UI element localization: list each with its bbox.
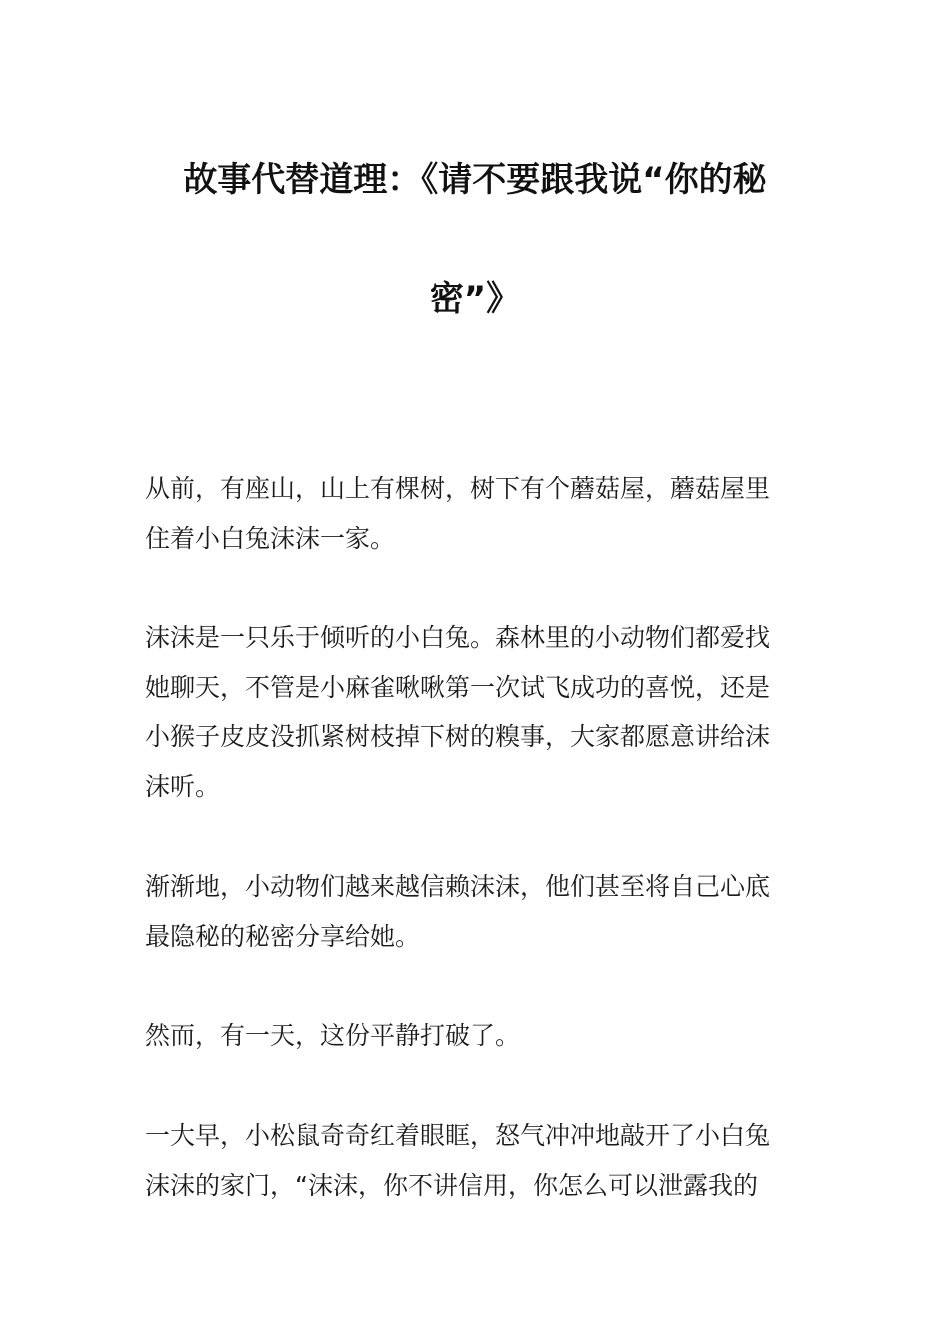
paragraph-line: 从前，有座山，山上有棵树，树下有个蘑菇屋，蘑菇屋里 xyxy=(145,474,771,503)
paragraph-2 xyxy=(145,613,810,811)
paragraph-line: 渐渐地，小动物们越来越信赖沫沫，他们甚至将自己心底 xyxy=(145,872,771,901)
document-title-line-1: 故事代替道理：《请不要跟我说“你的秘 xyxy=(183,160,767,200)
paragraph-line: 然而，有一天，这份平静打破了。 xyxy=(145,1021,521,1050)
document-title-line-2: 密”》 xyxy=(429,279,521,319)
paragraph-line: 她聊天，不管是小麻雀啾啾第一次试飞成功的喜悦，还是 xyxy=(145,672,771,702)
paragraph-1 xyxy=(145,464,810,563)
paragraph-line: 沫听。 xyxy=(145,771,221,801)
paragraph-line: 住着小白兔沫沫一家。 xyxy=(145,523,396,553)
paragraph-line: 沫沫是一只乐于倾听的小白兔。森林里的小动物们都爱找 xyxy=(145,623,771,652)
paragraph-4 xyxy=(145,1011,810,1061)
paragraph-line: 一大早，小松鼠奇奇红着眼眶，怒气冲冲地敲开了小白兔 xyxy=(145,1121,771,1150)
paragraph-line: 最隐秘的秘密分享给她。 xyxy=(145,921,421,951)
paragraph-line: 小猴子皮皮没抓紧树枝掉下树的糗事，大家都愿意讲给沫 xyxy=(145,722,771,751)
paragraph-5 xyxy=(145,1111,810,1210)
paragraph-3 xyxy=(145,862,810,961)
paragraph-line: 沫沫的家门，“沫沫，你不讲信用，你怎么可以泄露我的 xyxy=(145,1170,758,1200)
